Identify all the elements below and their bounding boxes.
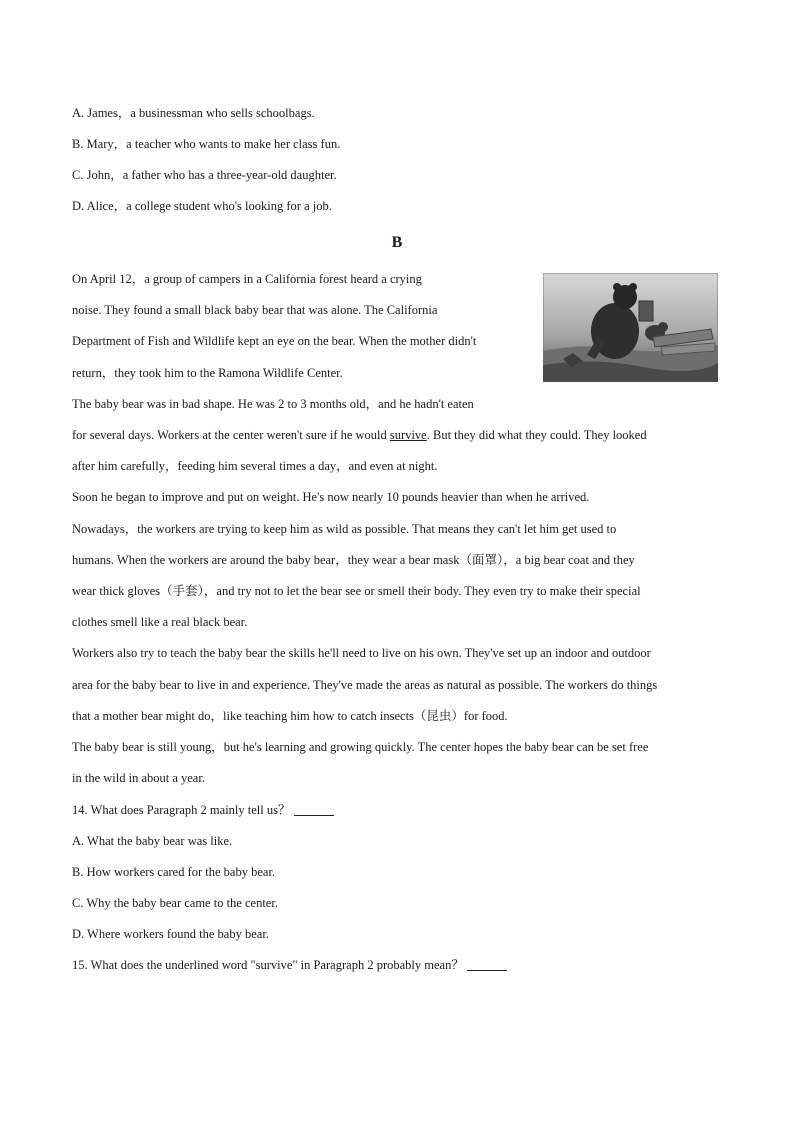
q14-option-a: A. What the baby bear was like. — [72, 834, 233, 848]
passage-line: after him carefully，feeding him several times a day，and even at night. — [72, 459, 438, 473]
question-14-text: 14. What does Paragraph 2 mainly tell us？ — [72, 803, 291, 817]
q14-option-b: B. How workers cared for the baby bear. — [72, 865, 276, 879]
option-b-prev: B. Mary，a teacher who wants to make her class fun. — [72, 137, 341, 151]
passage-text: . But they did what they could. They looked — [426, 428, 647, 442]
passage-line: area for the baby bear to live in and experience. They've made the areas as natural as possible. The workers do things — [72, 678, 658, 692]
passage-line: On April 12，a group of campers in a California forest heard a crying — [72, 272, 422, 286]
passage-line — [72, 427, 647, 443]
passage-line: The baby bear was in bad shape. He was 2 to 3 months old，and he hadn't eaten — [72, 397, 474, 411]
option-a-prev: A. James，a businessman who sells schoolbags. — [72, 106, 315, 120]
passage-line: clothes smell like a real black bear. — [72, 615, 248, 629]
option-c-prev: C. John，a father who has a three-year-old daughter. — [72, 168, 337, 182]
passage-text: for several days. Workers at the center weren't sure if he would — [72, 428, 390, 442]
passage-line: wear thick gloves（手套），and try not to let the bear see or smell their body. They even try to make their special — [72, 584, 641, 598]
q14-option-d: D. Where workers found the baby bear. — [72, 927, 269, 941]
answer-blank-14[interactable] — [294, 803, 334, 816]
bear-photo — [543, 273, 718, 382]
question-15-text: 15. What does the underlined word "survive" in Paragraph 2 probably mean？ — [72, 958, 464, 972]
passage-line: Workers also try to teach the baby bear the skills he'll need to live on his own. They've set up an indoor and outdoor — [72, 646, 651, 660]
passage-line: that a mother bear might do，like teaching him how to catch insects（昆虫）for food. — [72, 709, 508, 723]
passage-line: Department of Fish and Wildlife kept an eye on the bear. When the mother didn't — [72, 334, 477, 348]
q14-option-c: C. Why the baby bear came to the center. — [72, 896, 278, 910]
passage-line: return，they took him to the Ramona Wildlife Center. — [72, 366, 343, 380]
question-14 — [72, 802, 334, 818]
passage-line: Soon he began to improve and put on weight. He's now nearly 10 pounds heavier than when he arrived. — [72, 490, 590, 504]
answer-blank-15[interactable] — [467, 958, 507, 971]
passage-line: humans. When the workers are around the baby bear，they wear a bear mask（面罩），a big bear coat and they — [72, 553, 635, 567]
section-title: B — [391, 234, 403, 251]
passage-line: The baby bear is still young，but he's learning and growing quickly. The center hopes the baby bear can be set free — [72, 740, 649, 754]
passage-line: noise. They found a small black baby bear that was alone. The California — [72, 303, 438, 317]
option-d-prev: D. Alice，a college student who's looking for a job. — [72, 199, 332, 213]
question-15 — [72, 957, 507, 973]
passage-line: in the wild in about a year. — [72, 771, 205, 785]
underlined-word-survive: survive — [389, 428, 427, 442]
passage-line: Nowadays，the workers are trying to keep him as wild as possible. That means they can't let him get used to — [72, 522, 617, 536]
